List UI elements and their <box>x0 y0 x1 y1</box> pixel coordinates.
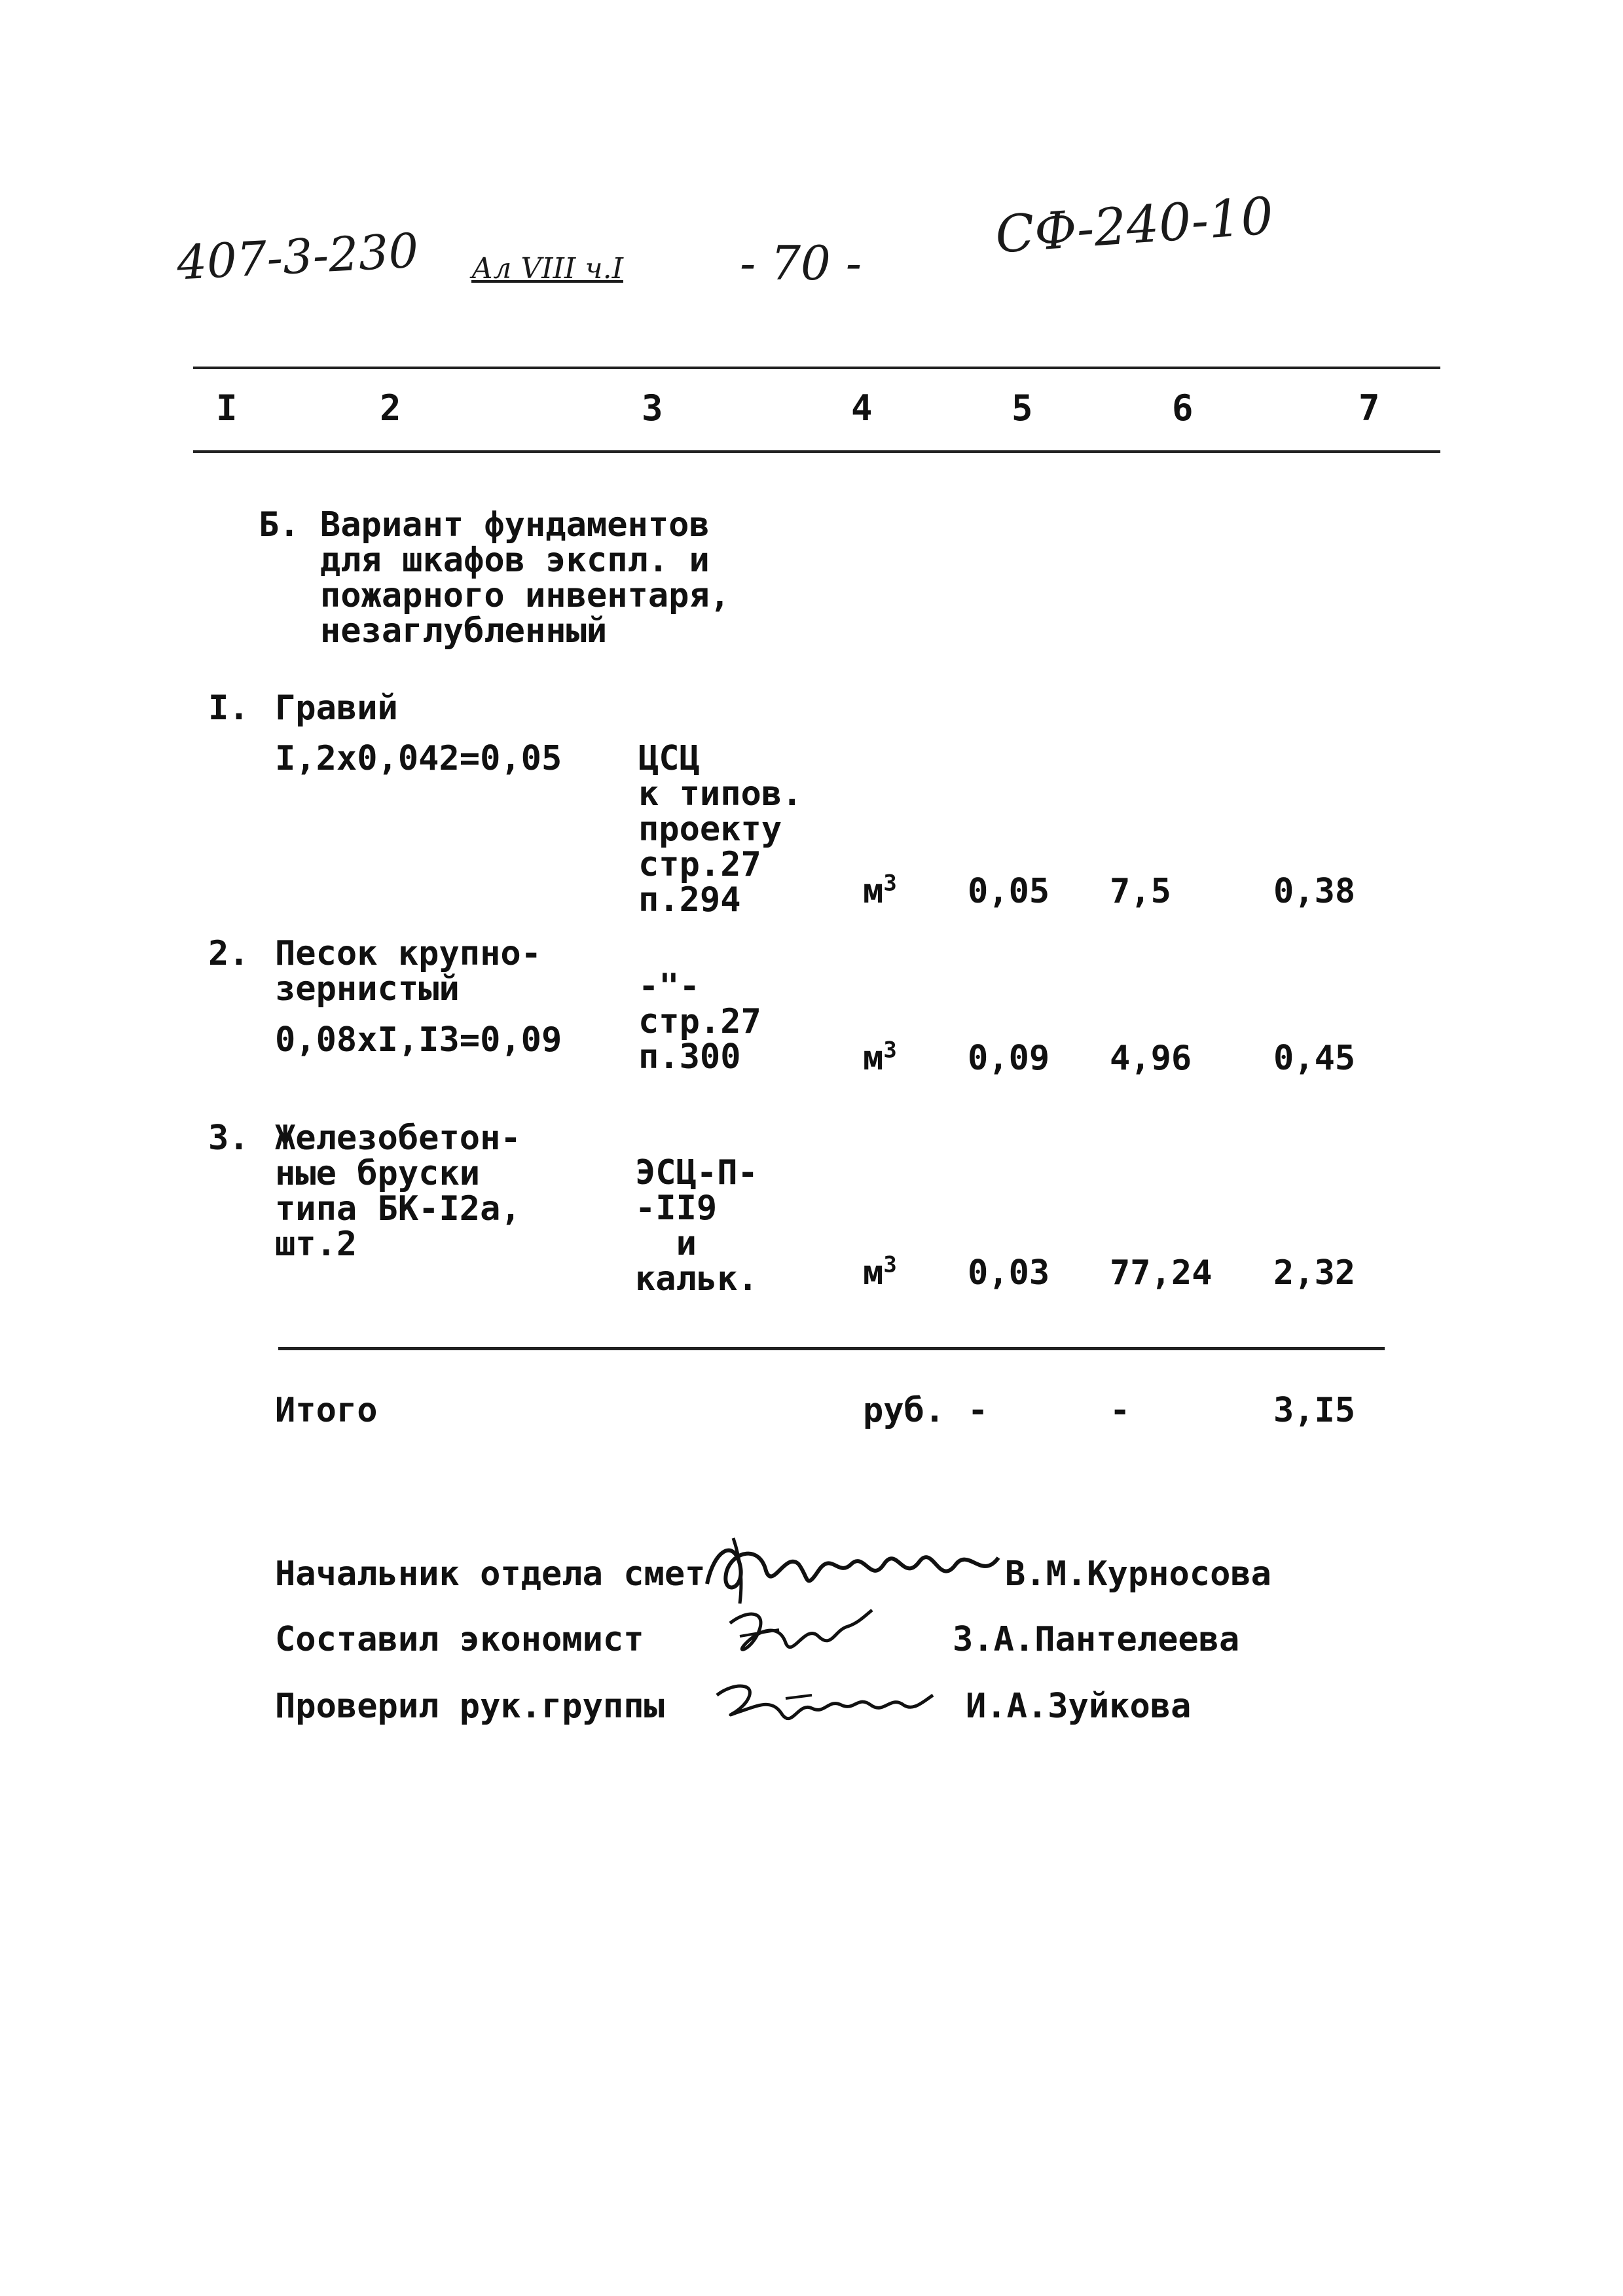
row-2-source: -"- стр.27 п.300 <box>638 967 761 1077</box>
row-1-number: I. <box>208 689 249 728</box>
row-1-price: 7,5 <box>1110 872 1171 911</box>
table-header-rule <box>193 450 1440 453</box>
signature-name-1: В.М.Курносова <box>1005 1554 1271 1594</box>
row-2-calc: 0,08xI,I3=0,09 <box>275 1020 562 1060</box>
total-label: Итого <box>275 1391 378 1430</box>
total-unit: руб. <box>863 1391 945 1430</box>
row-1-unit: $м^3$ <box>863 870 897 911</box>
row-2-price: 4,96 <box>1110 1039 1192 1078</box>
row-2-number: 2. <box>208 934 249 973</box>
signature-mark-2 <box>720 1597 877 1676</box>
row-3-name: Железобетон- ные бруски типа БК-I2а, шт.2 <box>275 1119 521 1264</box>
col-header-4: 4 <box>851 387 873 429</box>
col-header-6: 6 <box>1172 387 1194 429</box>
album-code: Ал VIII ч.I <box>471 252 623 285</box>
signature-mark-3 <box>707 1666 943 1744</box>
sheet-code: СФ-240-10 <box>993 187 1275 265</box>
page-number: - 70 - <box>740 236 862 291</box>
signature-name-2: З.А.Пантелеева <box>953 1620 1240 1659</box>
row-3-qty: 0,03 <box>968 1253 1050 1293</box>
row-2-total: 0,45 <box>1273 1039 1356 1078</box>
row-1-qty: 0,05 <box>968 872 1050 911</box>
doc-code: 407-3-230 <box>175 223 420 291</box>
signature-role-1: Начальник отдела смет <box>275 1554 706 1594</box>
signature-role-2: Составил экономист <box>275 1620 644 1659</box>
total-value: 3,I5 <box>1273 1391 1356 1430</box>
row-3-number: 3. <box>208 1119 249 1158</box>
row-3-total: 2,32 <box>1273 1253 1356 1293</box>
row-2-name: Песок крупно- зернистый <box>275 934 541 1009</box>
col-header-7: 7 <box>1359 387 1380 429</box>
col-header-5: 5 <box>1012 387 1033 429</box>
col-header-3: 3 <box>642 387 663 429</box>
col-header-2: 2 <box>380 387 401 429</box>
row-3-price: 77,24 <box>1110 1253 1213 1293</box>
total-qty: - <box>968 1391 989 1430</box>
table-top-rule <box>193 367 1440 369</box>
total-rule <box>278 1347 1385 1350</box>
row-1-name: Гравий <box>275 689 398 728</box>
row-1-source: ЦСЦ к типов. проекту стр.27 п.294 <box>638 739 803 920</box>
signature-name-3: И.А.Зуйкова <box>966 1687 1192 1726</box>
row-3-source: ЭСЦ-П- -II9 и кальк. <box>635 1153 758 1299</box>
row-3-unit: $м^3$ <box>863 1251 897 1293</box>
col-header-1: I <box>216 387 238 429</box>
row-1-calc: I,2x0,042=0,05 <box>275 739 562 778</box>
row-1-total: 0,38 <box>1273 872 1356 911</box>
total-price: - <box>1110 1391 1131 1430</box>
row-2-qty: 0,09 <box>968 1039 1050 1078</box>
row-2-unit: $м^3$ <box>863 1037 897 1078</box>
signature-role-3: Проверил рук.группы <box>275 1687 665 1726</box>
section-title: Б. Вариант фундаментов для шкафов экспл. и пожарного инвентаря, незаглубленный <box>259 505 731 651</box>
